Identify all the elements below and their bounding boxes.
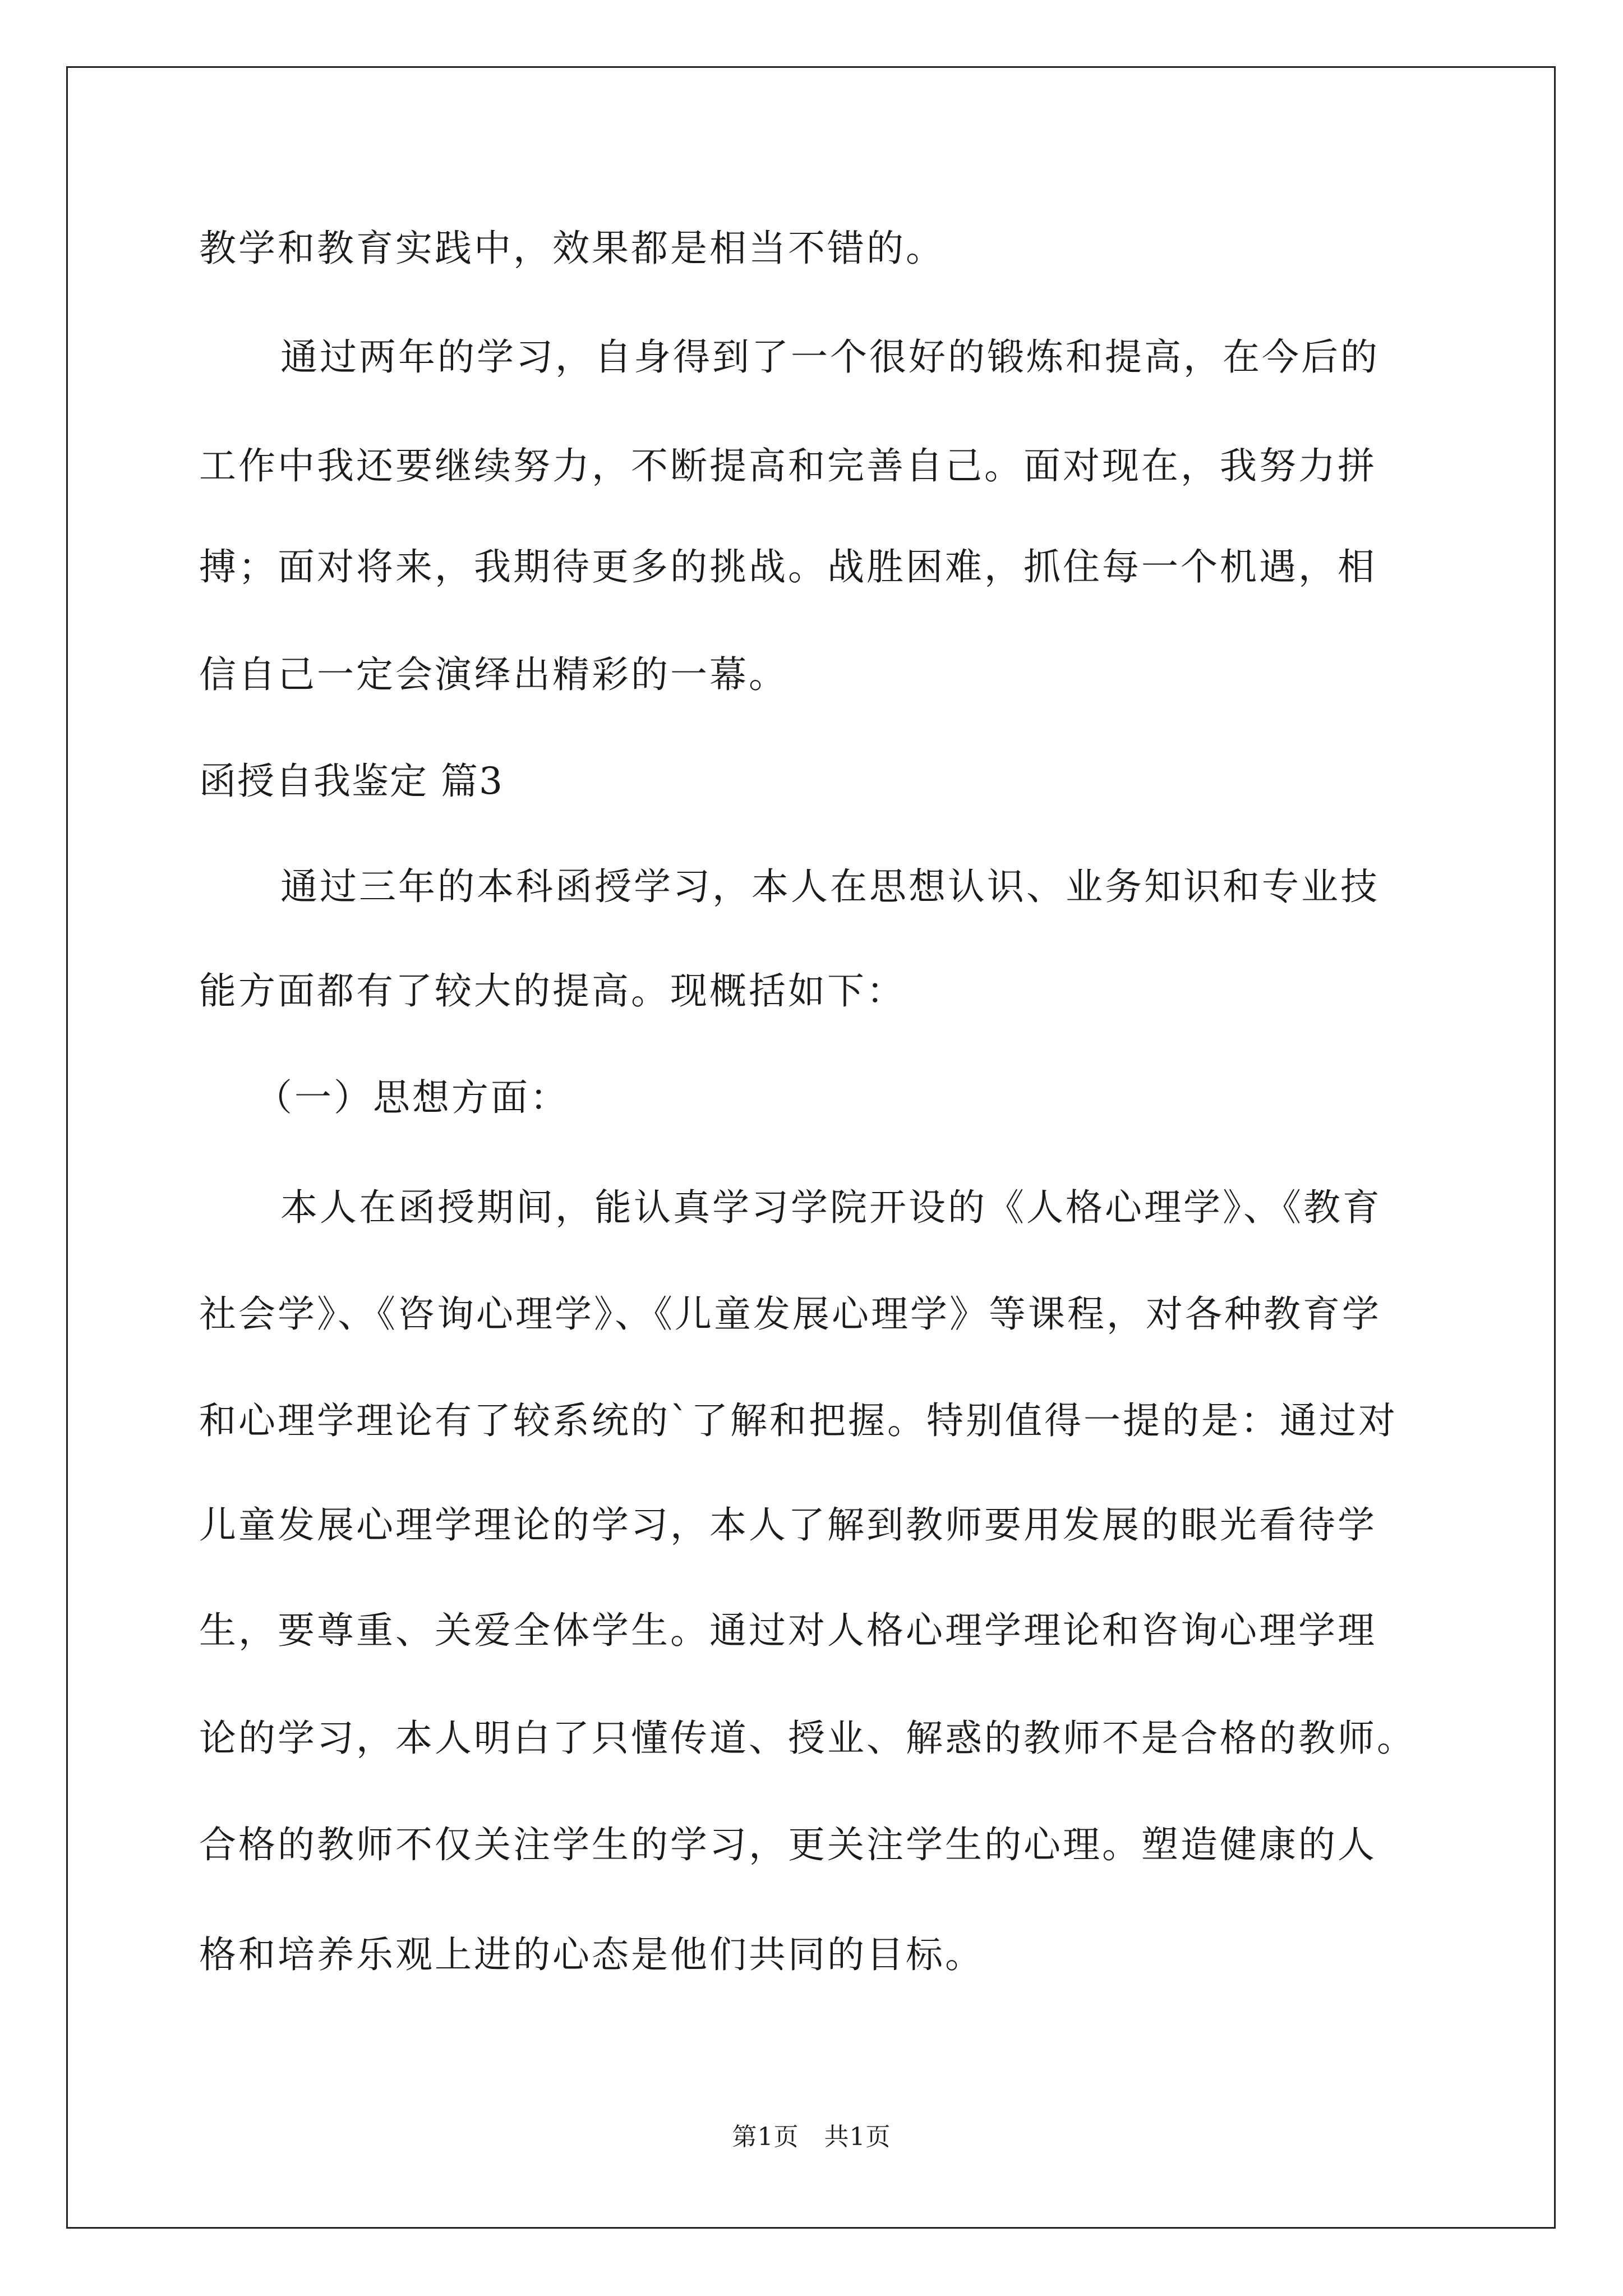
page-number-footer: 第1页 共1页 — [732, 2123, 891, 2151]
paragraph-line: 社会学》、《咨询心理学》、《儿童发展心理学》等课程，对各种教育学 — [199, 1292, 1381, 1336]
paragraph-line: 通过两年的学习，自身得到了一个很好的锻炼和提高，在今后的 — [280, 335, 1380, 379]
paragraph-line: 本人在函授期间，能认真学习学院开设的《人格心理学》、《教育 — [280, 1186, 1382, 1229]
subsection-heading: （一）思想方面： — [255, 1076, 569, 1119]
paragraph-line: 格和培养乐观上进的心态是他们共同的目标。 — [199, 1933, 984, 1976]
page-border — [66, 66, 1556, 2229]
paragraph-line: 论的学习，本人明白了只懂传道、授业、解惑的教师不是合格的教师。 — [199, 1717, 1416, 1760]
paragraph-line: 工作中我还要继续努力，不断提高和完善自己。面对现在，我努力拼 — [199, 444, 1377, 487]
paragraph-line: 教学和教育实践中，效果都是相当不错的。 — [199, 227, 945, 270]
paragraph-line: 合格的教师不仅关注学生的学习，更关注学生的心理。塑造健康的人 — [199, 1823, 1377, 1866]
paragraph-line: 生，要尊重、关爱全体学生。通过对人格心理学理论和咨询心理学理 — [199, 1609, 1377, 1652]
paragraph-line: 能方面都有了较大的提高。现概括如下： — [199, 969, 906, 1013]
paragraph-line: 通过三年的本科函授学习，本人在思想认识、业务知识和专业技 — [280, 865, 1380, 908]
paragraph-line: 搏；面对将来，我期待更多的挑战。战胜困难，抓住每一个机遇，相 — [199, 545, 1377, 588]
paragraph-line: 信自己一定会演绎出精彩的一幕。 — [199, 653, 788, 696]
paragraph-line: 儿童发展心理学理论的学习，本人了解到教师要用发展的眼光看待学 — [199, 1503, 1377, 1547]
paragraph-line: 和心理学理论有了较系统的`了解和把握。特别值得一提的是：通过对 — [199, 1399, 1398, 1442]
section-heading: 函授自我鉴定 篇3 — [199, 760, 504, 803]
